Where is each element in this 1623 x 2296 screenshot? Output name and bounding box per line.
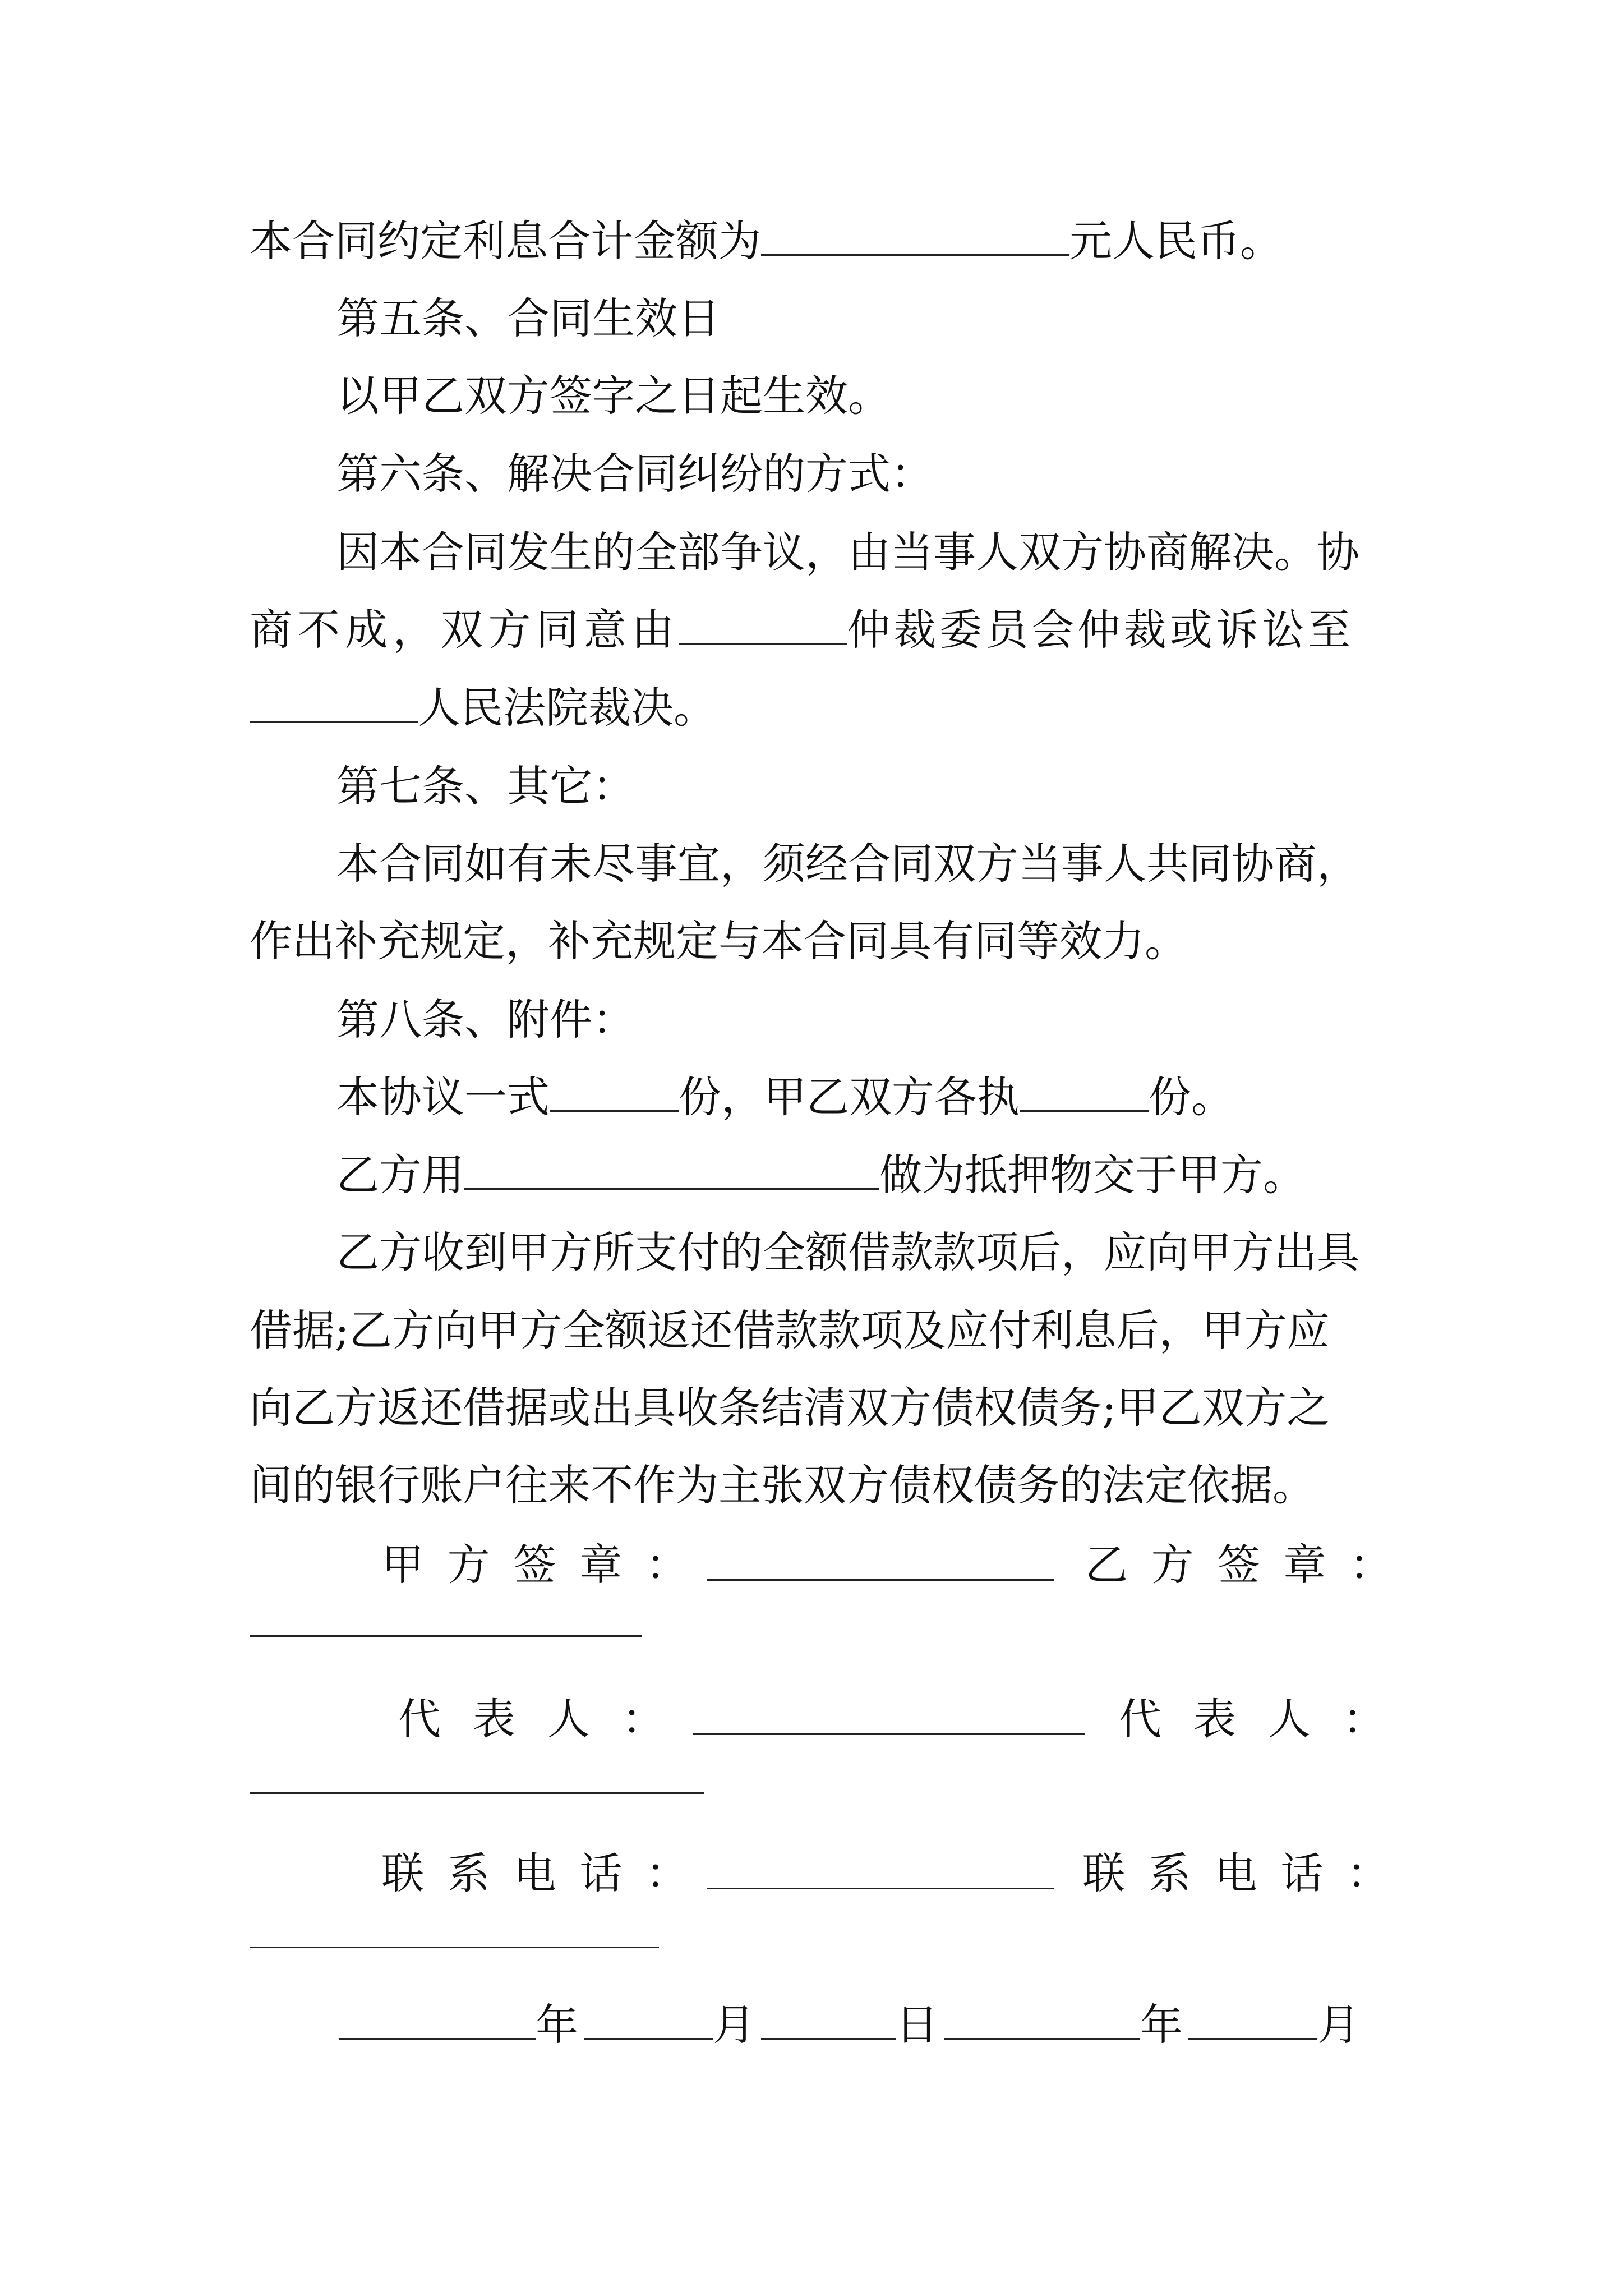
article-6-body-2: [250, 602, 1354, 658]
text: 人民法院裁决。: [418, 683, 716, 733]
article-7-body-1: 本合同如有未尽事宜，须经合同双方当事人共同协商，: [336, 839, 1359, 889]
text: 联系电话：: [1082, 1848, 1413, 1898]
blank-interest-amount[interactable]: [761, 215, 1069, 256]
blank-each-copies[interactable]: [1020, 1071, 1149, 1112]
text: 月: [1317, 2000, 1360, 2050]
phone-a-blank[interactable]: [707, 1888, 1054, 1889]
text: 元人民币。: [1069, 216, 1283, 266]
rep-a-label: [398, 1691, 697, 1747]
blank-month-a[interactable]: [584, 1999, 713, 2040]
text: 本协议一式: [336, 1072, 550, 1122]
text: 代表人：: [398, 1694, 697, 1744]
phone-b-blank[interactable]: [250, 1947, 659, 1948]
article-5-body: 以甲乙双方签字之日起生效。: [336, 371, 891, 421]
collateral-line: [336, 1147, 1306, 1203]
article-7-body-2: 作出补充规定，补充规定与本合同具有同等效力。: [250, 916, 1187, 966]
blank-total-copies[interactable]: [550, 1071, 679, 1112]
receipt-clause-4: 间的银行账户往来不作为主张双方债权债务的法定依据。: [250, 1460, 1315, 1510]
text: 月: [713, 2000, 755, 2050]
article-8-heading: 第八条、附件：: [336, 995, 635, 1045]
phone-a-label: [381, 1846, 712, 1902]
text: 年: [536, 2000, 578, 2050]
text: 乙方用: [336, 1150, 464, 1200]
receipt-clause-2: 借据;乙方向甲方全额返还借款款项及应付利息后，甲方应: [250, 1305, 1330, 1355]
article-6-heading: 第六条、解决合同纠纷的方式：: [336, 449, 933, 499]
text: 联系电话：: [381, 1848, 712, 1898]
receipt-clause-1: 乙方收到甲方所支付的全额借款款项后，应向甲方出具: [336, 1227, 1359, 1277]
text: 仲裁委员会仲裁或诉讼至: [847, 605, 1354, 655]
copies-line: [336, 1069, 1234, 1125]
text: 份，甲乙双方各执: [679, 1072, 1020, 1122]
blank-court[interactable]: [250, 682, 418, 723]
article-6-body-1: 因本合同发生的全部争议，由当事人双方协商解决。协: [336, 527, 1359, 577]
text: 本合同约定利息合计金额为: [250, 216, 761, 266]
party-b-seal-label: [1085, 1537, 1415, 1593]
text: 做为抵押物交于甲方。: [879, 1150, 1306, 1200]
blank-arbitration-committee[interactable]: [679, 604, 847, 645]
text: 甲方签章：: [381, 1540, 712, 1590]
text: 代表人：: [1119, 1694, 1417, 1744]
interest-total-line: [250, 213, 1283, 269]
rep-b-blank[interactable]: [250, 1792, 704, 1794]
text: 份。: [1149, 1072, 1234, 1122]
blank-year-a[interactable]: [339, 1999, 536, 2040]
article-5-heading: 第五条、合同生效日: [336, 293, 720, 343]
blank-collateral[interactable]: [464, 1149, 879, 1190]
rep-a-blank[interactable]: [693, 1733, 1085, 1735]
rep-b-label: [1119, 1691, 1417, 1747]
text: 商不成，双方同意由: [250, 605, 680, 655]
blank-year-b[interactable]: [944, 1999, 1140, 2040]
text: 日: [896, 2000, 938, 2050]
blank-month-b[interactable]: [1188, 1999, 1317, 2040]
text: 乙方签章：: [1085, 1540, 1415, 1590]
phone-b-label: [1082, 1846, 1413, 1902]
article-6-body-3: [250, 680, 716, 736]
blank-day-a[interactable]: [761, 1999, 896, 2040]
article-7-heading: 第七条、其它：: [336, 761, 635, 811]
party-a-seal-label: [381, 1537, 712, 1593]
date-line: [339, 1997, 1360, 2053]
party-b-seal-blank[interactable]: [250, 1635, 642, 1637]
party-a-seal-blank[interactable]: [707, 1579, 1054, 1581]
receipt-clause-3: 向乙方返还借据或出具收条结清双方债权债务;甲乙双方之: [250, 1383, 1330, 1433]
text: 年: [1140, 2000, 1183, 2050]
